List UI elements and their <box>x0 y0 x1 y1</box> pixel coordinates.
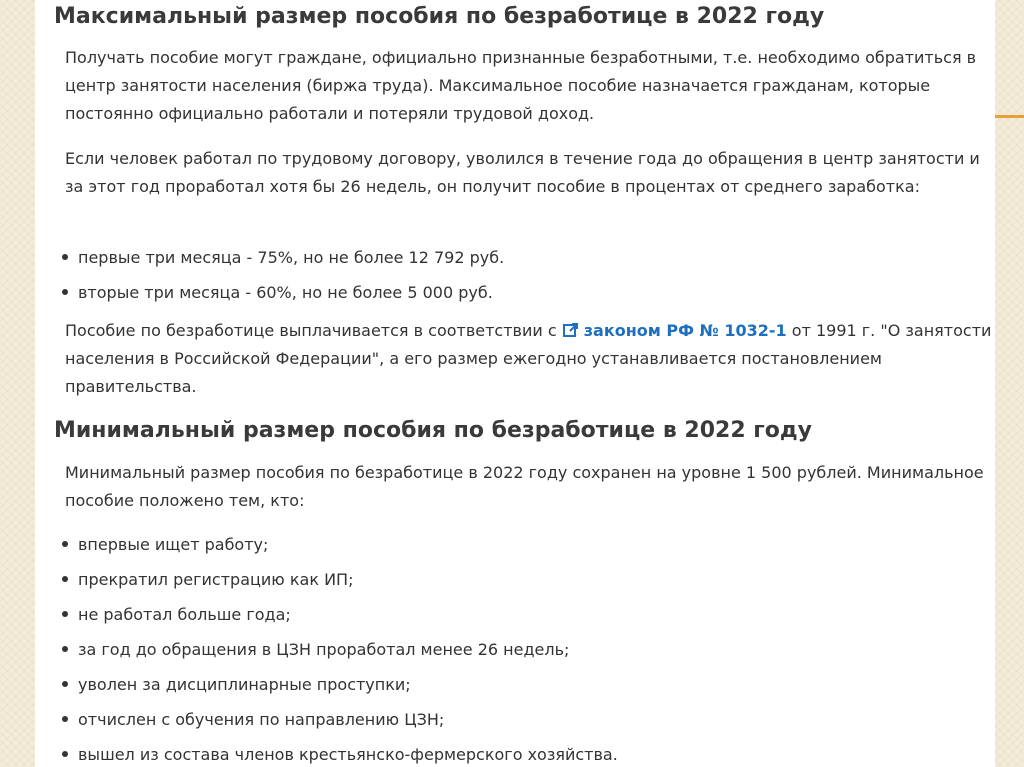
bullet-icon <box>62 254 68 260</box>
bullet-icon <box>62 681 68 687</box>
bullet-icon <box>62 611 68 617</box>
bullet-icon <box>62 751 68 757</box>
bullet-icon <box>62 289 68 295</box>
list-item: за год до обращения в ЦЗН проработал менее 26 недель; <box>62 640 569 660</box>
paragraph-conditions: Если человек работал по трудовому договору, уволился в течение года до обращения в центр занятости и за этот год проработал хотя бы 26 недель, он получит пособие в процентах от среднего заработка: <box>65 149 980 196</box>
heading-max-benefit: Максимальный размер пособия по безработице в 2022 году <box>54 4 825 29</box>
document-page <box>35 0 995 767</box>
list-item: первые три месяца - 75%, но не более 12 792 руб. <box>62 248 504 268</box>
external-link-icon <box>562 321 580 339</box>
law-link[interactable]: законом РФ № 1032-1 <box>562 321 787 340</box>
decorative-line <box>995 115 1024 118</box>
list-item: впервые ищет работу; <box>62 535 268 555</box>
list-item: вышел из состава членов крестьянско-фермерского хозяйства. <box>62 745 618 765</box>
bullet-icon <box>62 541 68 547</box>
bullet-icon <box>62 576 68 582</box>
paragraph-law: Пособие по безработице выплачивается в соответствии с законом РФ № 1032-1 от 1991 г. "О занятости населения в Российской Федерации", а его размер ежегодно устанавливается постановлением правительства. <box>65 321 992 396</box>
heading-min-benefit: Минимальный размер пособия по безработице в 2022 году <box>54 418 813 443</box>
paragraph-min-benefit: Минимальный размер пособия по безработице в 2022 году сохранен на уровне 1 500 рублей. Минимальное пособие положено тем, кто: <box>65 463 984 510</box>
list-item: отчислен с обучения по направлению ЦЗН; <box>62 710 444 730</box>
bullet-icon <box>62 716 68 722</box>
list-item: не работал больше года; <box>62 605 291 625</box>
list-item: вторые три месяца - 60%, но не более 5 000 руб. <box>62 283 493 303</box>
list-item: прекратил регистрацию как ИП; <box>62 570 353 590</box>
list-item: уволен за дисциплинарные проступки; <box>62 675 411 695</box>
bullet-icon <box>62 646 68 652</box>
paragraph-eligibility: Получать пособие могут граждане, официально признанные безработными, т.е. необходимо обратиться в центр занятости населения (биржа труда). Максимальное пособие назначается гражданам, которые постоянно официально работали и потеряли трудовой доход. <box>65 48 977 123</box>
